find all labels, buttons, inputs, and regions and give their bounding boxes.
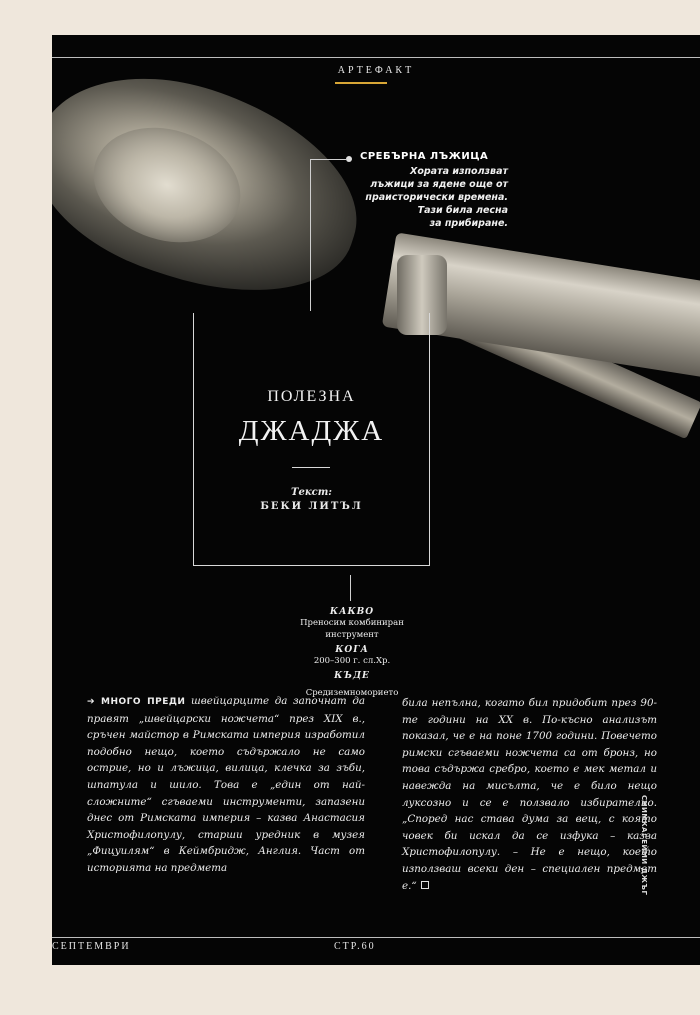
facts-connector [350, 575, 351, 601]
title-divider [292, 467, 330, 468]
body-column-2 [402, 695, 657, 894]
arrow-icon: ➔ [87, 697, 102, 707]
headline-line-2: ДЖАДЖА [238, 415, 385, 447]
author-label: Текст: [291, 487, 332, 498]
fact-value-where: Средиземноморието [305, 688, 399, 698]
author-name: БЕКИ ЛИТЪЛ [260, 501, 363, 512]
facts-box [262, 603, 442, 699]
callout-line-4: Тази била лесна [417, 205, 508, 216]
fact-label-where: КЪДЕ [334, 671, 370, 681]
callout-text [348, 165, 508, 230]
callout-line [310, 159, 311, 311]
magazine-page [52, 35, 700, 965]
footer-page-number: СТР.60 [334, 941, 376, 952]
callout-dot-icon [346, 156, 352, 162]
top-rule [52, 57, 700, 58]
callout-line-1: Хората използват [410, 166, 508, 177]
callout-line-3: праисторически времена. [365, 192, 508, 203]
section-underline [335, 82, 387, 84]
callout-line-5: за прибиране. [429, 218, 508, 229]
callout-line-2: лъжици за ядене още от [370, 179, 508, 190]
section-label: АРТЕФАКТ [337, 65, 415, 76]
lead-in: МНОГО ПРЕДИ [101, 697, 186, 707]
callout-title: СРЕБЪРНА ЛЪЖИЦА [360, 151, 489, 162]
end-mark-icon [421, 881, 429, 889]
bottom-rule [52, 937, 700, 938]
footer-month: СЕПТЕМВРИ [52, 941, 131, 952]
body-text-1: швейцарците да започнат да правят „швейцарски ножчета“ през XIX в., сръчен майстор в Римската империя изработил подобно нещо, което съдържало не само острие, но и лъжица, вилица, клечка за зъби, шпатула и шило. Това е „един от най-сложните“ сгъваеми инструменти, запазени днес от Римската империя – казва Анастасия Христофилопулу, старши уредник в музея „Фицуилям“ в Кеймбридж, Англия. Част от историята на предмета [87, 695, 365, 874]
fact-label-what: КАКВО [329, 607, 375, 617]
headline-line-1: ПОЛЕЗНА [267, 388, 356, 405]
fact-value-when: 200–300 г. сл.Хр. [313, 656, 391, 666]
callout-line-horizontal [310, 159, 346, 160]
body-text-2: била непълна, когато бил придобит през 90-те години на XX в. По-късно анализът показал, че е на поне 1700 години. Повечето римски сгъваеми ножчета са от бронз, но това съдържа сребро, което е мек метал и навежда на мисълта, че е било нещо луксозно и се е ползвало избирателно. „Според нас става дума за вещ, с която човек би искал да се изфука – казва Христофилопулу. – Не е нещо, което използваш всеки ден – специален предмет е.“ [402, 697, 657, 892]
fact-value-what: Преносим комбиниран инструмент [300, 618, 404, 640]
body-column-1 [87, 693, 365, 877]
fact-label-when: КОГА [335, 645, 369, 655]
photo-credit: СНИМКА: ЕЙМИ ДЖЪГ [640, 795, 648, 896]
